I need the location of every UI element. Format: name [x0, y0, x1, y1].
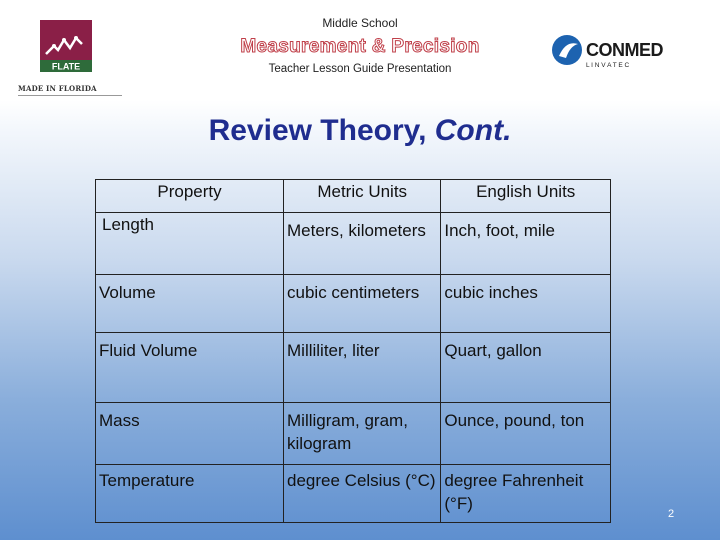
cell-metric: degree Celsius (°C)	[284, 465, 441, 523]
cell-property: Length	[96, 213, 284, 275]
cell-property: Volume	[96, 275, 284, 333]
header-title: Measurement & Precision	[240, 36, 480, 57]
table-row	[96, 275, 611, 333]
table-row	[96, 213, 611, 275]
slide-title-main: Review Theory,	[208, 114, 435, 147]
conmed-tagline: L I N V A T E C	[586, 62, 630, 69]
page-number: 2	[668, 508, 675, 520]
units-table	[95, 179, 611, 523]
cell-metric: Meters, kilometers	[284, 213, 441, 275]
table-header-row	[96, 180, 611, 213]
header-subtitle-top: Middle School	[322, 16, 398, 30]
cell-property: Fluid Volume	[96, 333, 284, 403]
slide-title-italic: Cont.	[434, 114, 512, 147]
header-subtitle-bottom: Teacher Lesson Guide Presentation	[268, 63, 452, 75]
cell-english: cubic inches	[441, 275, 611, 333]
cell-english: Inch, foot, mile	[441, 213, 611, 275]
flate-label: FLATE	[51, 61, 81, 72]
cell-property: Mass	[96, 403, 284, 465]
header-banner	[0, 0, 720, 100]
cell-metric: cubic centimeters	[284, 275, 441, 333]
table-row	[96, 465, 611, 523]
cell-metric: Milligram, gram, kilogram	[284, 403, 441, 465]
table-row	[96, 403, 611, 465]
header-property: Property	[96, 180, 284, 213]
made-in-florida-label: MADE IN FLORIDA	[18, 84, 97, 93]
slide-title	[0, 114, 720, 148]
table-row	[96, 333, 611, 403]
header-metric-units: Metric Units	[284, 180, 441, 213]
cell-metric: Milliliter, liter	[284, 333, 441, 403]
cell-english: degree Fahrenheit (°F)	[441, 465, 611, 523]
cell-english: Quart, gallon	[441, 333, 611, 403]
made-in-underline	[18, 95, 122, 96]
conmed-name: CONMED	[586, 40, 663, 60]
cell-property: Temperature	[96, 465, 284, 523]
header-english-units: English Units	[441, 180, 611, 213]
cell-english: Ounce, pound, ton	[441, 403, 611, 465]
conmed-logo	[550, 34, 680, 70]
